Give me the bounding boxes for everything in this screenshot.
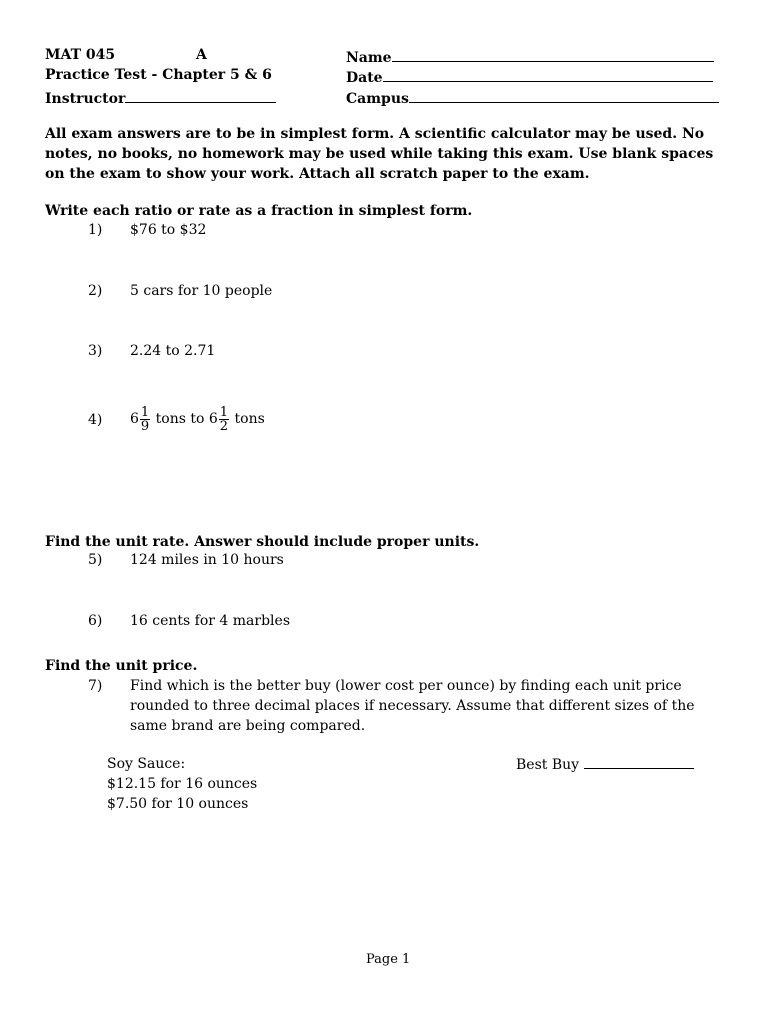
q4-unit2: tons xyxy=(234,411,265,427)
course-code: MAT 045 xyxy=(45,47,116,63)
campus-label: Campus xyxy=(346,91,409,107)
q3-number: 3) xyxy=(88,343,103,359)
section2-heading: Find the unit rate. Answer should include proper units. xyxy=(45,534,480,550)
q2-text: 5 cars for 10 people xyxy=(130,283,273,299)
q4-unit1: tons to xyxy=(155,411,205,427)
campus-line[interactable] xyxy=(409,88,719,103)
instructor-line[interactable] xyxy=(125,88,276,103)
q7-text: Find which is the better buy (lower cost per ounce) by finding each unit price rounded to three decimal places if necessary. Assume that different sizes of the same brand are being compared. xyxy=(130,678,695,734)
q2-number: 2) xyxy=(88,283,103,299)
best-buy-label: Best Buy xyxy=(516,757,580,773)
q4-denominator1: 9 xyxy=(140,418,150,434)
q1-text: $76 to $32 xyxy=(130,222,207,238)
instructor-label: Instructor xyxy=(45,91,126,107)
q5-number: 5) xyxy=(88,552,103,568)
q4-number: 4) xyxy=(88,412,103,428)
section1-heading: Write each ratio or rate as a fraction in simplest form. xyxy=(45,203,473,219)
q3-text: 2.24 to 2.71 xyxy=(130,343,216,359)
date-field xyxy=(346,67,713,86)
q4-numerator2: 1 xyxy=(219,404,229,420)
best-buy-line[interactable] xyxy=(584,754,694,769)
q4-denominator2: 2 xyxy=(219,418,229,434)
section3-heading: Find the unit price. xyxy=(45,658,198,674)
q4-whole1: 6 xyxy=(130,411,139,427)
q7-number: 7) xyxy=(88,678,103,694)
name-label: Name xyxy=(346,50,392,66)
q5-text: 124 miles in 10 hours xyxy=(130,552,284,568)
page-number: Page 1 xyxy=(366,952,411,967)
date-line[interactable] xyxy=(383,67,713,82)
test-subtitle: Practice Test - Chapter 5 & 6 xyxy=(45,67,272,83)
q7-option2: $7.50 for 10 ounces xyxy=(107,796,249,812)
q4-whole2: 6 xyxy=(208,411,218,427)
q1-number: 1) xyxy=(88,222,103,238)
name-field xyxy=(346,47,714,66)
q4-expression xyxy=(130,402,265,436)
q4-fraction1 xyxy=(140,406,150,433)
date-label: Date xyxy=(346,70,383,86)
instructor-field xyxy=(45,88,276,107)
q4-numerator1: 1 xyxy=(140,404,150,420)
q6-text: 16 cents for 4 marbles xyxy=(130,613,291,629)
test-version: A xyxy=(196,47,207,63)
campus-field xyxy=(346,88,719,107)
q6-number: 6) xyxy=(88,613,103,629)
q7-product: Soy Sauce: xyxy=(107,756,186,772)
exam-instructions: All exam answers are to be in simplest form. A scientific calculator may be used. No notes, no books, no homework may be used while taking this exam. Use blank spaces on the exam to show your work. Attach all scratch paper to the exam. xyxy=(45,126,714,182)
q4-fraction2 xyxy=(219,406,229,433)
q7-option1: $12.15 for 16 ounces xyxy=(107,776,258,792)
best-buy-field xyxy=(516,754,694,775)
name-line[interactable] xyxy=(392,47,714,62)
